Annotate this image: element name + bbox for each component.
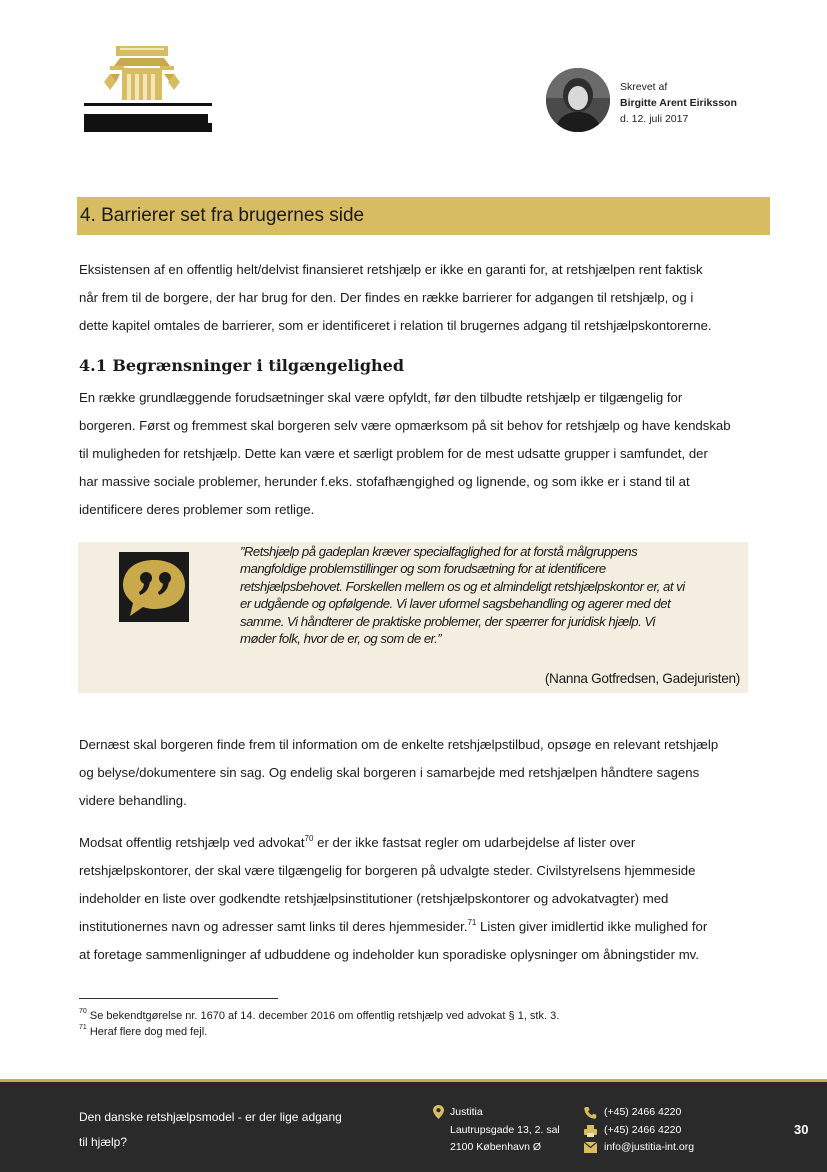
quote-line: er udgående og opfølgende. Vi laver uformel sagsbehandling og agerer med det <box>240 596 671 612</box>
quote-line: ”Retshjælp på gadeplan kræver specialfaglighed for at forstå målgruppens <box>240 544 638 559</box>
text-line: når frem til de borgere, der har brug for den. Der findes en række barrierer for adgangen til retshjælp, og i <box>79 290 694 305</box>
text-line: og belyse/dokumentere sin sag. Og endelig skal borgeren i samarbejde med retshjælpen håndtere sagens <box>79 765 700 780</box>
text-line <box>79 913 771 941</box>
footnote-71 <box>79 1025 207 1039</box>
author-block <box>546 68 766 132</box>
text-line: indeholder en liste over godkendte retshjælpsinstitutioner (retshjælpskontorer og advokatvagter) med <box>79 891 669 906</box>
subsection-paragraph <box>79 384 771 524</box>
body-paragraph-3 <box>79 829 771 969</box>
text-line: til muligheden for retshjælp. Dette kan være et særligt problem for de mest udsatte grupper i samfundet, der <box>79 446 708 461</box>
text-line: En række grundlæggende forudsætninger skal være opfyldt, før den tilbudte retshjælp er tilgængelig for <box>79 390 683 405</box>
justitia-logo <box>80 44 212 136</box>
text-line <box>79 829 771 857</box>
fax-icon <box>584 1125 597 1137</box>
footer-street: Lautrupsgade 13, 2. sal <box>450 1123 560 1136</box>
footer-phone-row[interactable] <box>584 1104 694 1122</box>
text-segment: er der ikke fastsat regler om udarbejdelse af lister over <box>313 835 636 850</box>
author-date: d. 12. juli 2017 <box>620 113 689 125</box>
phone-number: (+45) 2466 4220 <box>604 1106 682 1118</box>
footnote-ref-71[interactable]: 71 <box>467 917 477 927</box>
section-title: 4. Barrierer set fra brugernes side <box>80 205 365 226</box>
text-line: retshjælpskontorer, der skal være tilgængelig for borgeren på udvalgte steder. Civilstyrelsens hjemmeside <box>79 863 696 878</box>
footer-contacts <box>584 1104 694 1157</box>
text-line: videre behandling. <box>79 793 187 808</box>
quote-line: samme. Vi håndterer de praktiske problemer, der spærrer for juridisk hjælp. Vi <box>240 613 655 629</box>
text-line: borgeren. Først og fremmest skal borgeren selv være opmærksom på sit behov for retshjælp og have kendskab <box>79 418 731 433</box>
footer-fax-row[interactable] <box>584 1122 694 1140</box>
quote-line: mangfoldige problemstillinger og som forudsætning for at identificere <box>240 561 606 577</box>
footnote-number: 71 <box>79 1024 87 1032</box>
text-line: at foretage sammenligninger af udbuddene og indeholder kun sporadiske oplysninger om åbningstider mv. <box>79 947 699 962</box>
author-photo <box>546 68 610 132</box>
quote-text <box>240 543 730 647</box>
footnote-text: Se bekendtgørelse nr. 1670 af 14. december 2016 om offentlig retshjælp ved advokat § 1, stk. 3. <box>86 1010 560 1022</box>
footer-email-row[interactable] <box>584 1139 694 1157</box>
text-line: Dernæst skal borgeren finde frem til information om de enkelte retshjælpstilbud, opsøge en relevant retshjælp <box>79 737 719 752</box>
text-line: Eksistensen af en offentlig helt/delvist finansieret retshjælp er ikke en garanti for, at retshjælpen rent faktisk <box>79 262 703 277</box>
fax-number: (+45) 2466 4220 <box>604 1123 682 1136</box>
location-pin-icon <box>433 1105 444 1119</box>
footnote-text: Heraf flere dog med fejl. <box>86 1026 208 1038</box>
footnote-number: 70 <box>79 1008 87 1016</box>
quote-line: møder folk, hvor de er, og som de er.” <box>240 631 442 647</box>
quote-speech-bubble-icon <box>119 552 189 622</box>
author-name: Birgitte Arent Eiriksson <box>620 97 737 109</box>
text-segment: institutionernes navn og adresser samt links til deres hjemmesider. <box>79 919 468 934</box>
footer-city: 2100 København Ø <box>450 1141 542 1153</box>
section-heading-bar <box>77 197 770 235</box>
body-paragraph-2 <box>79 731 771 815</box>
page-footer <box>0 1079 827 1172</box>
quote-box <box>78 542 748 693</box>
page-number: 30 <box>794 1122 809 1137</box>
author-label: Skrevet af <box>620 81 668 93</box>
text-line: identificere deres problemer som retlige. <box>79 502 315 517</box>
author-portrait-icon <box>546 68 610 132</box>
footnote-divider <box>79 998 278 999</box>
footnote-70 <box>79 1009 559 1023</box>
text-segment: Modsat offentlig retshjælp ved advokat <box>79 835 305 850</box>
footer-org: Justitia <box>450 1106 483 1118</box>
phone-icon <box>584 1107 597 1119</box>
footer-document-title <box>79 1105 379 1155</box>
email-address: info@justitia-int.org <box>604 1141 695 1153</box>
subsection-title: 4.1 Begrænsninger i tilgængelighed <box>79 356 405 375</box>
text-line: dette kapitel omtales de barrierer, som er identificeret i relation til brugernes adgang til retshjælpskontorerne. <box>79 318 712 333</box>
footnote-ref-70[interactable]: 70 <box>304 833 314 843</box>
text-line: har massive sociale problemer, herunder f.eks. stofafhængighed og lignende, og som ikke er i stand til at <box>79 474 690 489</box>
quote-source: (Nanna Gotfredsen, Gadejuristen) <box>544 671 740 686</box>
footer-title-line: Den danske retshjælpsmodel - er der lige adgang <box>79 1110 342 1124</box>
intro-paragraph <box>79 256 771 340</box>
quote-line: retshjælpsbehovet. Forskellen mellem os og et almindeligt retshjælpskontor er, at vi <box>240 578 685 594</box>
footer-title-line: til hjælp? <box>79 1135 128 1149</box>
email-icon <box>584 1142 597 1153</box>
text-segment: Listen giver imidlertid ikke mulighed for <box>476 919 708 934</box>
